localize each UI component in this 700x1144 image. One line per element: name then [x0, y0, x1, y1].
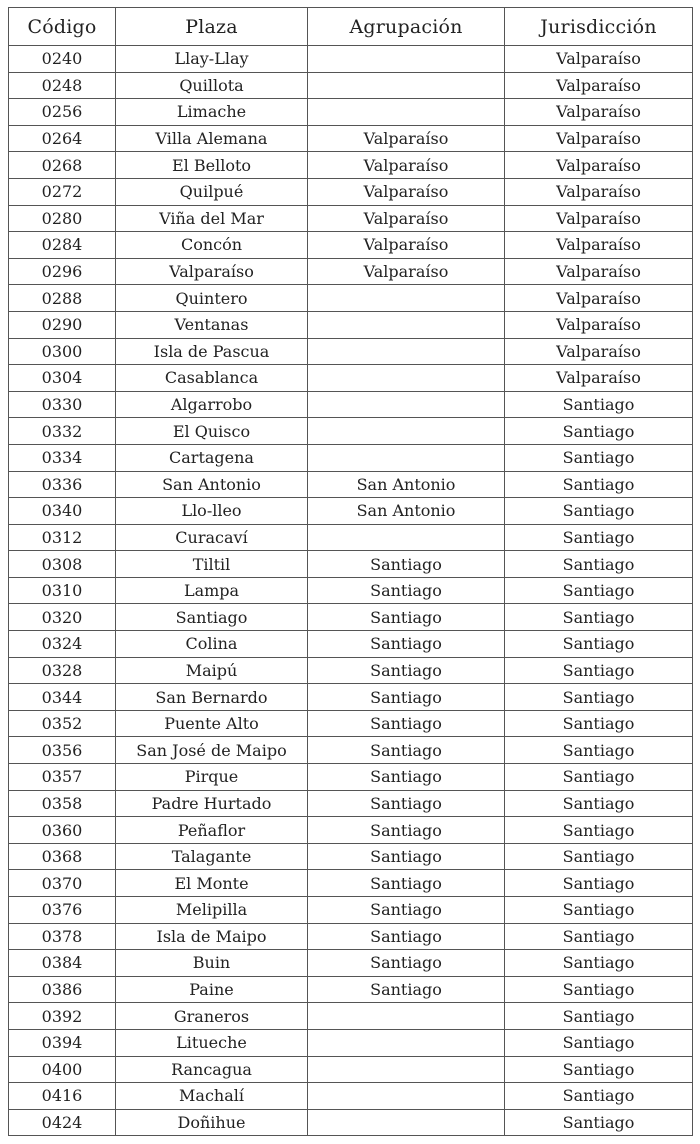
cell-agrupacion: San Antonio: [308, 498, 505, 525]
table-row: [9, 950, 693, 977]
cell-codigo: 0394: [9, 1029, 116, 1056]
cell-codigo: 0360: [9, 817, 116, 844]
cell-plaza: Rancagua: [116, 1056, 308, 1083]
cell-codigo: 0264: [9, 125, 116, 152]
cell-codigo: 0368: [9, 843, 116, 870]
table-row: [9, 870, 693, 897]
table-row: [9, 1056, 693, 1083]
cell-jurisdiccion: Santiago: [505, 1109, 693, 1136]
cell-codigo: 0336: [9, 471, 116, 498]
cell-jurisdiccion: Santiago: [505, 1083, 693, 1110]
cell-jurisdiccion: Santiago: [505, 897, 693, 924]
cell-plaza: Litueche: [116, 1029, 308, 1056]
table-row: [9, 285, 693, 312]
table-row: [9, 72, 693, 99]
cell-plaza: Concón: [116, 232, 308, 259]
cell-agrupacion: [308, 418, 505, 445]
cell-jurisdiccion: Valparaíso: [505, 178, 693, 205]
cell-codigo: 0310: [9, 577, 116, 604]
header-row: [9, 8, 693, 46]
cell-plaza: Isla de Maipo: [116, 923, 308, 950]
header-agrupacion: Agrupación: [308, 8, 505, 46]
cell-plaza: El Monte: [116, 870, 308, 897]
cell-plaza: San Antonio: [116, 471, 308, 498]
cell-jurisdiccion: Santiago: [505, 604, 693, 631]
header-jurisdiccion: Jurisdicción: [505, 8, 693, 46]
cell-jurisdiccion: Valparaíso: [505, 46, 693, 73]
cell-jurisdiccion: Valparaíso: [505, 99, 693, 126]
cell-plaza: Cartagena: [116, 444, 308, 471]
cell-agrupacion: Santiago: [308, 923, 505, 950]
cell-agrupacion: Santiago: [308, 737, 505, 764]
cell-jurisdiccion: Santiago: [505, 577, 693, 604]
cell-agrupacion: Valparaíso: [308, 152, 505, 179]
table-row: [9, 152, 693, 179]
table-row: [9, 710, 693, 737]
table-row: [9, 684, 693, 711]
cell-plaza: Puente Alto: [116, 710, 308, 737]
cell-codigo: 0240: [9, 46, 116, 73]
cell-jurisdiccion: Valparaíso: [505, 338, 693, 365]
cell-agrupacion: Santiago: [308, 843, 505, 870]
cell-agrupacion: Santiago: [308, 976, 505, 1003]
cell-agrupacion: [308, 285, 505, 312]
cell-agrupacion: Valparaíso: [308, 125, 505, 152]
table-row: [9, 1003, 693, 1030]
cell-jurisdiccion: Santiago: [505, 950, 693, 977]
cell-plaza: Maipú: [116, 657, 308, 684]
table-row: [9, 631, 693, 658]
table-row: [9, 46, 693, 73]
table-row: [9, 1109, 693, 1136]
cell-plaza: Quillota: [116, 72, 308, 99]
cell-agrupacion: Santiago: [308, 950, 505, 977]
cell-agrupacion: [308, 338, 505, 365]
table-row: [9, 1029, 693, 1056]
cell-agrupacion: Valparaíso: [308, 178, 505, 205]
cell-plaza: Isla de Pascua: [116, 338, 308, 365]
cell-codigo: 0288: [9, 285, 116, 312]
cell-codigo: 0340: [9, 498, 116, 525]
table-row: [9, 498, 693, 525]
cell-agrupacion: [308, 1029, 505, 1056]
cell-plaza: Melipilla: [116, 897, 308, 924]
cell-plaza: Pirque: [116, 764, 308, 791]
table-row: [9, 817, 693, 844]
cell-codigo: 0300: [9, 338, 116, 365]
table-row: [9, 524, 693, 551]
cell-agrupacion: San Antonio: [308, 471, 505, 498]
cell-codigo: 0376: [9, 897, 116, 924]
cell-codigo: 0256: [9, 99, 116, 126]
cell-codigo: 0424: [9, 1109, 116, 1136]
cell-plaza: San José de Maipo: [116, 737, 308, 764]
cell-plaza: Quintero: [116, 285, 308, 312]
cell-jurisdiccion: Santiago: [505, 737, 693, 764]
cell-agrupacion: Santiago: [308, 604, 505, 631]
table-row: [9, 1083, 693, 1110]
cell-agrupacion: [308, 311, 505, 338]
cell-agrupacion: [308, 365, 505, 392]
cell-agrupacion: Santiago: [308, 817, 505, 844]
cell-jurisdiccion: Valparaíso: [505, 205, 693, 232]
cell-jurisdiccion: Santiago: [505, 976, 693, 1003]
cell-agrupacion: [308, 1003, 505, 1030]
cell-codigo: 0312: [9, 524, 116, 551]
table-row: [9, 577, 693, 604]
table-row: [9, 99, 693, 126]
cell-codigo: 0384: [9, 950, 116, 977]
cell-plaza: Algarrobo: [116, 391, 308, 418]
table-row: [9, 205, 693, 232]
cell-codigo: 0334: [9, 444, 116, 471]
table-row: [9, 391, 693, 418]
cell-codigo: 0248: [9, 72, 116, 99]
cell-agrupacion: Santiago: [308, 764, 505, 791]
cell-agrupacion: [308, 444, 505, 471]
table-body: [9, 46, 693, 1136]
table-row: [9, 471, 693, 498]
table-row: [9, 311, 693, 338]
cell-agrupacion: [308, 1056, 505, 1083]
cell-plaza: Peñaflor: [116, 817, 308, 844]
table-row: [9, 338, 693, 365]
cell-plaza: Llay-Llay: [116, 46, 308, 73]
cell-jurisdiccion: Santiago: [505, 551, 693, 578]
cell-jurisdiccion: Santiago: [505, 498, 693, 525]
cell-codigo: 0386: [9, 976, 116, 1003]
table-row: [9, 365, 693, 392]
cell-codigo: 0268: [9, 152, 116, 179]
cell-jurisdiccion: Valparaíso: [505, 258, 693, 285]
cell-plaza: Curacaví: [116, 524, 308, 551]
cell-jurisdiccion: Valparaíso: [505, 152, 693, 179]
cell-jurisdiccion: Santiago: [505, 843, 693, 870]
cell-agrupacion: [308, 46, 505, 73]
cell-jurisdiccion: Santiago: [505, 790, 693, 817]
cell-codigo: 0370: [9, 870, 116, 897]
cell-codigo: 0272: [9, 178, 116, 205]
cell-codigo: 0357: [9, 764, 116, 791]
cell-agrupacion: Santiago: [308, 657, 505, 684]
table-row: [9, 232, 693, 259]
cell-agrupacion: Valparaíso: [308, 258, 505, 285]
cell-plaza: Doñihue: [116, 1109, 308, 1136]
cell-plaza: Limache: [116, 99, 308, 126]
cell-agrupacion: Valparaíso: [308, 232, 505, 259]
cell-plaza: Santiago: [116, 604, 308, 631]
cell-codigo: 0284: [9, 232, 116, 259]
table-row: [9, 737, 693, 764]
cell-codigo: 0304: [9, 365, 116, 392]
table-row: [9, 976, 693, 1003]
cell-codigo: 0352: [9, 710, 116, 737]
cell-codigo: 0328: [9, 657, 116, 684]
table-row: [9, 657, 693, 684]
cell-codigo: 0290: [9, 311, 116, 338]
cell-jurisdiccion: Santiago: [505, 391, 693, 418]
cell-agrupacion: Santiago: [308, 710, 505, 737]
cell-jurisdiccion: Santiago: [505, 1056, 693, 1083]
cell-codigo: 0392: [9, 1003, 116, 1030]
cell-codigo: 0296: [9, 258, 116, 285]
table-row: [9, 764, 693, 791]
cell-agrupacion: Santiago: [308, 684, 505, 711]
table-row: [9, 444, 693, 471]
cell-plaza: Machalí: [116, 1083, 308, 1110]
cell-plaza: Llo-lleo: [116, 498, 308, 525]
cell-codigo: 0324: [9, 631, 116, 658]
cell-plaza: El Quisco: [116, 418, 308, 445]
header-plaza: Plaza: [116, 8, 308, 46]
cell-agrupacion: Santiago: [308, 631, 505, 658]
cell-plaza: Tiltil: [116, 551, 308, 578]
cell-codigo: 0416: [9, 1083, 116, 1110]
cell-plaza: Quilpué: [116, 178, 308, 205]
cell-plaza: Villa Alemana: [116, 125, 308, 152]
cell-codigo: 0280: [9, 205, 116, 232]
cell-plaza: Padre Hurtado: [116, 790, 308, 817]
cell-plaza: Talagante: [116, 843, 308, 870]
cell-codigo: 0308: [9, 551, 116, 578]
cell-plaza: Graneros: [116, 1003, 308, 1030]
cell-plaza: El Belloto: [116, 152, 308, 179]
cell-plaza: San Bernardo: [116, 684, 308, 711]
cell-jurisdiccion: Santiago: [505, 870, 693, 897]
cell-plaza: Paine: [116, 976, 308, 1003]
table-row: [9, 125, 693, 152]
cell-jurisdiccion: Valparaíso: [505, 285, 693, 312]
table-row: [9, 843, 693, 870]
cell-plaza: Colina: [116, 631, 308, 658]
header-codigo: Código: [9, 8, 116, 46]
cell-jurisdiccion: Santiago: [505, 657, 693, 684]
cell-agrupacion: Santiago: [308, 897, 505, 924]
table-row: [9, 897, 693, 924]
plazas-table: [8, 7, 693, 1136]
cell-jurisdiccion: Santiago: [505, 444, 693, 471]
cell-codigo: 0400: [9, 1056, 116, 1083]
cell-agrupacion: Valparaíso: [308, 205, 505, 232]
cell-agrupacion: Santiago: [308, 577, 505, 604]
cell-jurisdiccion: Santiago: [505, 1029, 693, 1056]
cell-jurisdiccion: Santiago: [505, 817, 693, 844]
cell-jurisdiccion: Valparaíso: [505, 365, 693, 392]
cell-agrupacion: [308, 99, 505, 126]
table-row: [9, 790, 693, 817]
cell-jurisdiccion: Valparaíso: [505, 311, 693, 338]
cell-agrupacion: [308, 1109, 505, 1136]
cell-codigo: 0344: [9, 684, 116, 711]
cell-jurisdiccion: Santiago: [505, 471, 693, 498]
cell-jurisdiccion: Santiago: [505, 684, 693, 711]
cell-agrupacion: Santiago: [308, 870, 505, 897]
cell-agrupacion: Santiago: [308, 551, 505, 578]
cell-plaza: Valparaíso: [116, 258, 308, 285]
cell-codigo: 0356: [9, 737, 116, 764]
table-row: [9, 923, 693, 950]
cell-plaza: Ventanas: [116, 311, 308, 338]
table-row: [9, 604, 693, 631]
cell-jurisdiccion: Santiago: [505, 524, 693, 551]
cell-agrupacion: [308, 524, 505, 551]
cell-jurisdiccion: Santiago: [505, 418, 693, 445]
cell-codigo: 0332: [9, 418, 116, 445]
cell-codigo: 0358: [9, 790, 116, 817]
cell-agrupacion: [308, 1083, 505, 1110]
cell-codigo: 0330: [9, 391, 116, 418]
cell-jurisdiccion: Santiago: [505, 923, 693, 950]
cell-jurisdiccion: Valparaíso: [505, 125, 693, 152]
table-row: [9, 551, 693, 578]
cell-jurisdiccion: Santiago: [505, 1003, 693, 1030]
cell-plaza: Casablanca: [116, 365, 308, 392]
table-row: [9, 178, 693, 205]
cell-agrupacion: [308, 72, 505, 99]
cell-agrupacion: [308, 391, 505, 418]
cell-agrupacion: Santiago: [308, 790, 505, 817]
cell-jurisdiccion: Santiago: [505, 631, 693, 658]
cell-plaza: Buin: [116, 950, 308, 977]
cell-codigo: 0378: [9, 923, 116, 950]
table-row: [9, 258, 693, 285]
cell-jurisdiccion: Valparaíso: [505, 232, 693, 259]
cell-jurisdiccion: Santiago: [505, 764, 693, 791]
cell-plaza: Viña del Mar: [116, 205, 308, 232]
cell-jurisdiccion: Santiago: [505, 710, 693, 737]
cell-plaza: Lampa: [116, 577, 308, 604]
cell-codigo: 0320: [9, 604, 116, 631]
table-row: [9, 418, 693, 445]
cell-jurisdiccion: Valparaíso: [505, 72, 693, 99]
